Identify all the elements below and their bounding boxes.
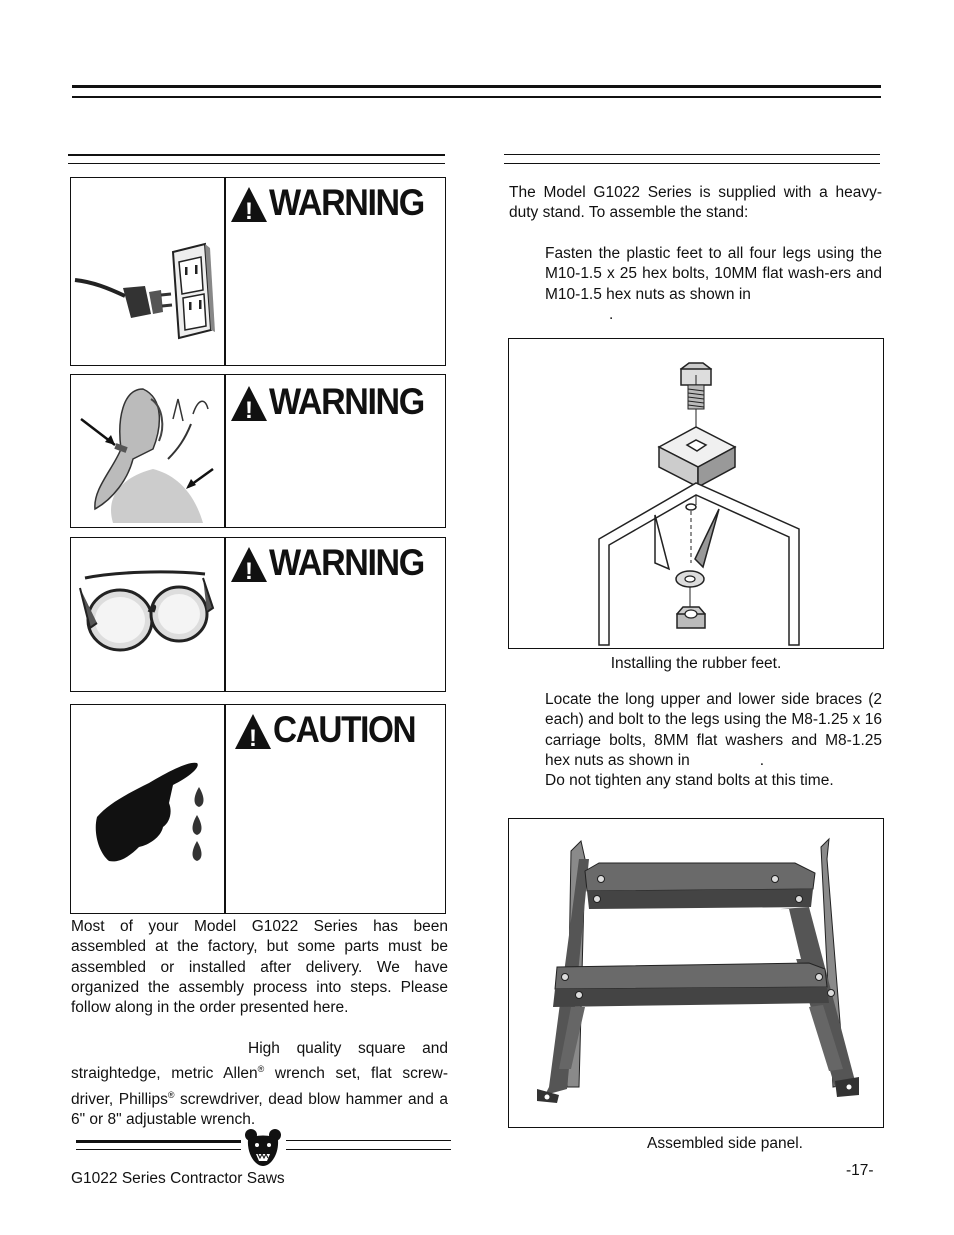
right-section-rule-thin xyxy=(504,163,880,164)
footer-title: G1022 Series Contractor Saws xyxy=(71,1170,285,1187)
figure-side-panel xyxy=(508,818,884,1128)
step-2-paragraph xyxy=(545,690,882,791)
tools-text-2: wrench set, flat screw-driver, Phillips xyxy=(71,1065,448,1108)
page-number: -17- xyxy=(846,1162,874,1179)
figure-rubber-feet xyxy=(508,338,884,649)
svg-text:!: ! xyxy=(245,397,253,424)
figure-1-caption: Installing the rubber feet. xyxy=(610,655,782,672)
svg-text:!: ! xyxy=(245,558,253,585)
warning-box-eye xyxy=(70,537,446,692)
warning-box-hair xyxy=(70,374,446,528)
left-section-rule xyxy=(68,154,445,156)
step-1-end: . xyxy=(609,305,614,323)
tools-paragraph xyxy=(71,1039,448,1131)
footer-rule-left-thick xyxy=(76,1140,241,1143)
caution-box-oil xyxy=(70,704,446,914)
warning-badge xyxy=(229,383,439,427)
side-panel-photo xyxy=(509,819,882,1126)
step-2-end: . xyxy=(759,751,765,769)
safety-glasses-icon xyxy=(75,568,221,658)
svg-text:!: ! xyxy=(249,725,257,752)
warning-label: WARNING xyxy=(269,381,424,422)
tools-text-1: High quality square and straightedge, metric Allen xyxy=(71,1040,448,1083)
foot-hardware-diagram xyxy=(509,339,882,647)
svg-text:!: ! xyxy=(245,198,253,225)
oily-finger-icon xyxy=(89,753,209,869)
stand-intro-paragraph: The Model G1022 Series is supplied with a heavy-duty stand. To assemble the stand: xyxy=(509,184,882,222)
warning-box-electrical xyxy=(70,177,446,366)
caution-label: CAUTION xyxy=(273,709,416,750)
long-hair-icon xyxy=(73,379,223,523)
footer-rule-left-thin xyxy=(76,1149,241,1150)
footer-rule-right-thin xyxy=(286,1149,451,1150)
header-rule-thin xyxy=(72,96,881,98)
header-rule-thick xyxy=(72,85,881,88)
warning-badge xyxy=(229,544,439,588)
left-section-rule-thin xyxy=(68,163,445,164)
tools-text-3: screwdriver, dead blow hammer and a 6" or 8" adjustable wrench. xyxy=(71,1090,448,1129)
step-2-note: Do not tighten any stand bolts at this time. xyxy=(545,772,834,790)
plug-outlet-icon xyxy=(73,242,221,342)
figure-2-caption: Assembled side panel. xyxy=(647,1135,803,1152)
warning-badge xyxy=(229,184,439,228)
registered-mark: ® xyxy=(167,1089,175,1100)
warning-label: WARNING xyxy=(269,182,424,223)
registered-mark: ® xyxy=(257,1064,265,1075)
footer-rule-right-thick xyxy=(286,1140,451,1141)
warning-label: WARNING xyxy=(269,542,424,583)
assembly-intro-paragraph: Most of your Model G1022 Series has been assembled at the factory, but some parts must be assembled or installed after delivery. We have organized the assembly process into steps. Please follow along in the order presented here. xyxy=(71,918,448,1017)
step-2-text: Locate the long upper and lower side braces (2 each) and bolt to the legs using the M8-1.25 x 16 carriage bolts, 8MM flat washers and M8-1.25 hex nuts as shown in xyxy=(545,691,882,769)
step-1-paragraph xyxy=(545,244,882,325)
bear-logo-icon xyxy=(243,1128,283,1168)
right-section-rule xyxy=(504,154,880,155)
caution-badge xyxy=(233,711,443,755)
step-1-text: Fasten the plastic feet to all four legs using the M10-1.5 x 25 hex bolts, 10MM flat wash-ers and M10-1.5 hex nuts as shown in xyxy=(545,245,882,303)
